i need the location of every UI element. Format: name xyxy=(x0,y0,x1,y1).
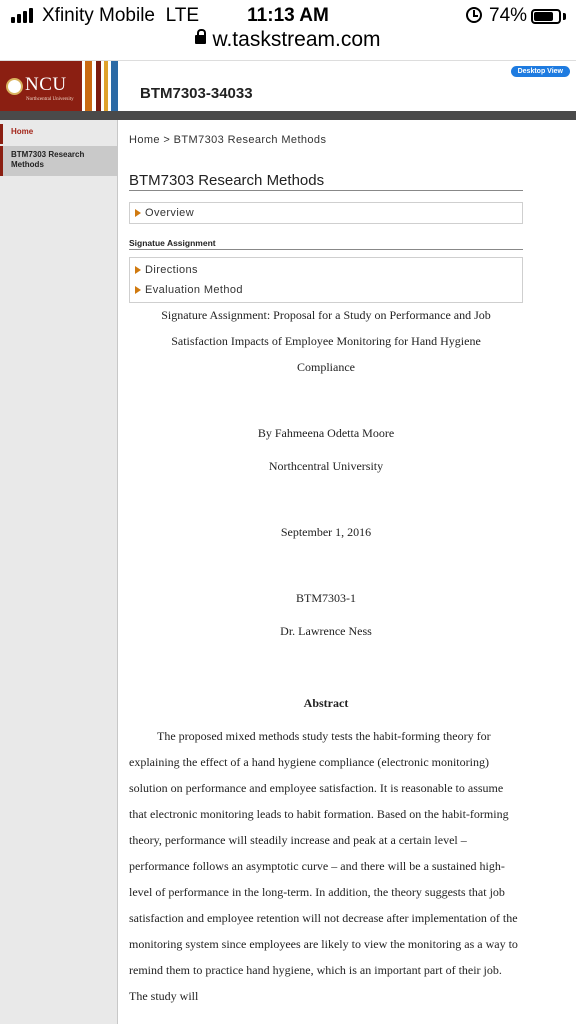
desktop-view-button[interactable]: Desktop View xyxy=(511,66,570,77)
battery-nub xyxy=(563,13,566,20)
carrier-label: Xfinity Mobile LTE xyxy=(42,5,199,26)
expand-triangle-icon xyxy=(135,266,141,274)
url-text: w.taskstream.com xyxy=(212,28,381,51)
lock-icon xyxy=(195,35,206,44)
abstract-text: The proposed mixed methods study tests the habit-forming theory for explaining the effect of a hand hygiene compliance (electronic monitoring) solution on performance and employee satisfaction. It is reasonable to assume that electronic monitoring leads to habit formation. Based on the habit-forming theory, performance will steadily increase and peak at a certain level – performance follows an asymptotic curve – and there will be a sustained high-level of performance in the long-term. In addition, the theory suggests that job satisfaction and employee retention will not decrease after implementation of the monitoring system since employees are likely to view the monitoring as a way to remind them to practice hand hygiene, which is an important part of their job. The study will xyxy=(129,729,518,1003)
logo-block xyxy=(0,61,82,112)
page-title: BTM7303 Research Methods xyxy=(129,172,523,191)
battery-icon xyxy=(531,9,561,24)
main-content xyxy=(118,120,576,1024)
breadcrumb[interactable]: Home > BTM7303 Research Methods xyxy=(129,134,327,146)
university-seal-icon xyxy=(6,78,23,95)
doc-instructor: Dr. Lawrence Ness xyxy=(280,624,372,638)
status-bar xyxy=(0,0,576,30)
overview-label: Overview xyxy=(145,207,195,219)
sidebar xyxy=(0,120,118,1024)
alarm-icon xyxy=(466,7,482,23)
directions-link[interactable] xyxy=(130,260,522,280)
doc-course: BTM7303-1 xyxy=(296,591,356,605)
course-code: BTM7303-34033 xyxy=(140,85,253,102)
doc-institution: Northcentral University xyxy=(268,459,384,473)
doc-title-line-3: Compliance xyxy=(297,360,355,374)
doc-date: September 1, 2016 xyxy=(280,525,372,539)
ncu-logo[interactable] xyxy=(0,61,118,112)
abstract-heading: Abstract xyxy=(303,696,349,710)
network-label: LTE xyxy=(165,5,199,26)
header-divider xyxy=(0,111,576,120)
directions-label: Directions xyxy=(145,264,198,276)
sidebar-item-home[interactable]: Home xyxy=(0,124,117,144)
section-heading: Signatue Assignment xyxy=(129,238,523,250)
address-bar[interactable] xyxy=(0,28,576,58)
doc-title-line-2: Satisfaction Impacts of Employee Monitoring for Hand Hygiene xyxy=(171,334,481,348)
status-time: 11:13 AM xyxy=(247,5,329,26)
expand-triangle-icon xyxy=(135,209,141,217)
assignment-links-box xyxy=(129,257,523,303)
battery-percentage: 74% xyxy=(489,5,528,26)
evaluation-method-link[interactable] xyxy=(130,280,522,300)
overview-link[interactable] xyxy=(130,203,522,223)
site-header xyxy=(0,60,576,111)
doc-author: By Fahmeena Odetta Moore xyxy=(257,426,395,440)
expand-triangle-icon xyxy=(135,286,141,294)
logo-subtext: Northcentral University xyxy=(26,97,74,102)
logo-text: NCU xyxy=(25,74,67,95)
evaluation-label: Evaluation Method xyxy=(145,284,243,296)
doc-title-line-1: Signature Assignment: Proposal for a Study on Performance and Job xyxy=(161,308,491,322)
sidebar-item-course[interactable]: BTM7303 Research Methods xyxy=(0,146,117,176)
overview-box xyxy=(129,202,523,224)
